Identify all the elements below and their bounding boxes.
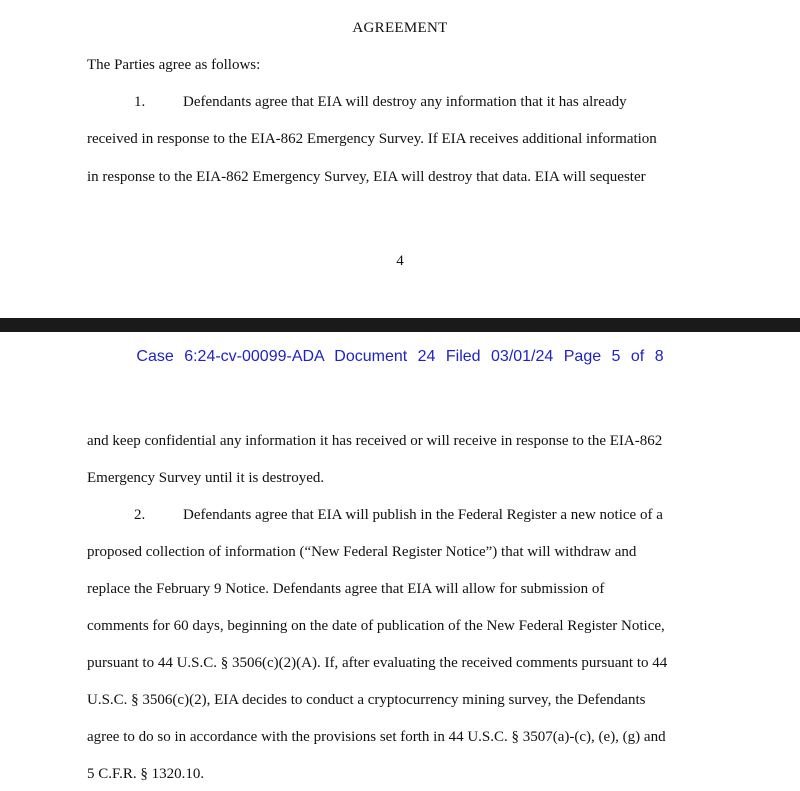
item-2-line: proposed collection of information (“New Federal Register Notice”) that will withdraw and <box>87 544 637 560</box>
page-4 <box>0 0 800 318</box>
continuation-line: and keep confidential any information it has received or will receive in response to the EIA-862 <box>87 433 663 449</box>
item-2-line: agree to do so in accordance with the provisions set forth in 44 U.S.C. § 3507(a)-(c), (e), (g) and <box>87 729 666 745</box>
item-2-line: pursuant to 44 U.S.C. § 3506(c)(2)(A). If, after evaluating the received comments pursuant to 44 <box>87 655 668 671</box>
item-1-line: in response to the EIA-862 Emergency Survey, EIA will destroy that data. EIA will sequester <box>87 169 646 185</box>
page-5 <box>0 332 800 791</box>
page-number: 4 <box>396 253 404 269</box>
continuation-line: Emergency Survey until it is destroyed. <box>87 470 325 486</box>
item-2-line: Defendants agree that EIA will publish in the Federal Register a new notice of a <box>183 507 663 523</box>
item-1-number: 1. <box>134 94 146 110</box>
intro-text: The Parties agree as follows: <box>87 57 261 73</box>
item-1-line: Defendants agree that EIA will destroy any information that it has already <box>183 94 627 110</box>
item-2-number: 2. <box>134 507 146 523</box>
agreement-heading: AGREEMENT <box>352 20 448 36</box>
item-2-line: comments for 60 days, beginning on the date of publication of the New Federal Register Notice, <box>87 618 665 634</box>
item-1-line: received in response to the EIA-862 Emergency Survey. If EIA receives additional information <box>87 131 657 147</box>
item-2-line: U.S.C. § 3506(c)(2), EIA decides to conduct a cryptocurrency mining survey, the Defendants <box>87 692 646 708</box>
item-2-line: replace the February 9 Notice. Defendants agree that EIA will allow for submission of <box>87 581 605 597</box>
page-divider <box>0 318 800 332</box>
case-header: Case 6:24-cv-00099-ADA Document 24 Filed 03/01/24 Page 5 of 8 <box>136 348 664 365</box>
item-2-line: 5 C.F.R. § 1320.10. <box>87 766 205 782</box>
